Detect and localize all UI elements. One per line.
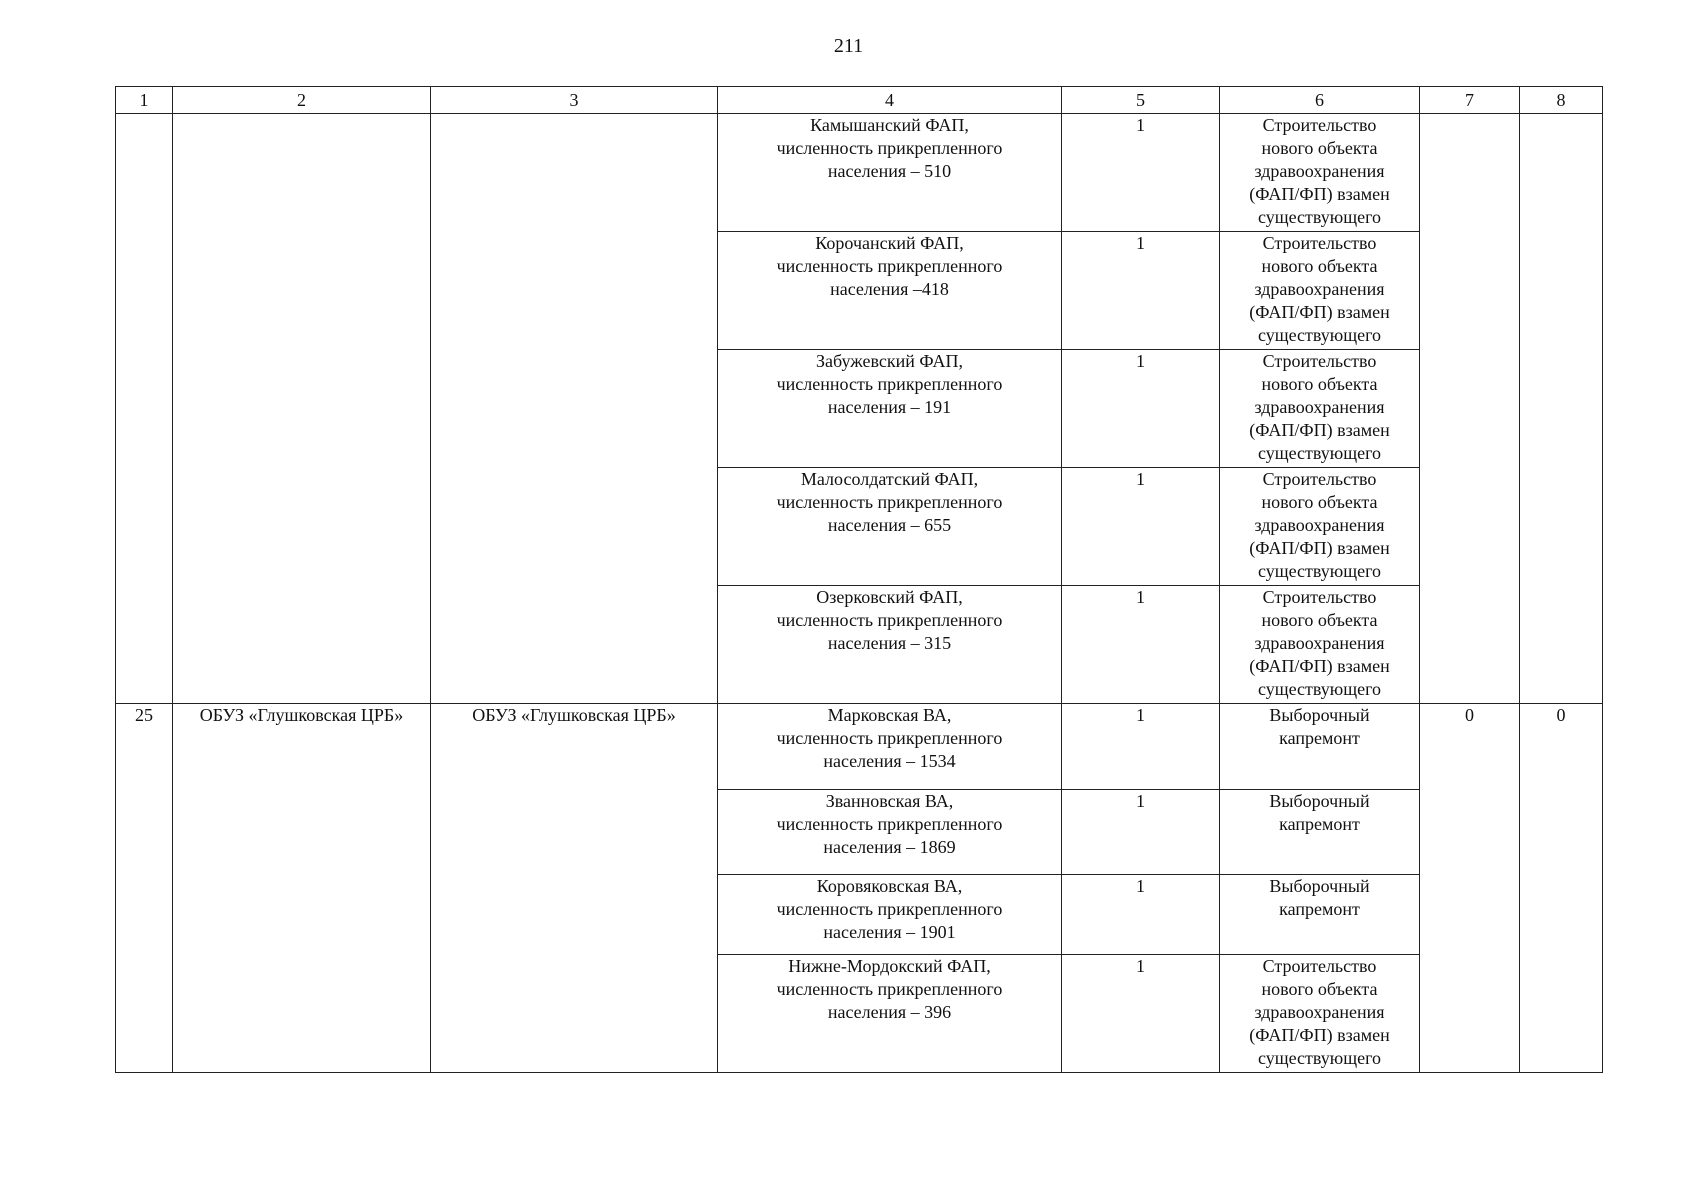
action-cell	[1220, 790, 1420, 875]
action-line: Строительство	[1262, 956, 1377, 976]
facility-name: Марковская ВА,	[827, 705, 952, 725]
action-line: существующего	[1257, 1048, 1382, 1068]
action-line: существующего	[1257, 443, 1382, 463]
action-line: (ФАП/ФП) взамен	[1249, 538, 1390, 558]
action-line: капремонт	[1279, 899, 1360, 919]
action-cell	[1220, 955, 1420, 1073]
facility-name: Званновская ВА,	[825, 791, 954, 811]
count-cell: 1	[1062, 232, 1220, 350]
facility-name: Корочанский ФАП,	[815, 233, 964, 253]
action-line: (ФАП/ФП) взамен	[1249, 656, 1390, 676]
action-line: Выборочный	[1269, 705, 1370, 725]
facility-name: Озерковский ФАП,	[816, 587, 963, 607]
action-line: здравоохранения	[1254, 161, 1385, 181]
facility-name: Малосолдатский ФАП,	[800, 469, 979, 489]
header-cell: 5	[1062, 87, 1220, 114]
action-cell	[1220, 350, 1420, 468]
action-line: существующего	[1257, 325, 1382, 345]
facility-name: Забужевский ФАП,	[816, 351, 963, 371]
facility-name: Коровяковская ВА,	[816, 876, 963, 896]
facility-line: численность прикрепленного	[776, 814, 1003, 834]
facility-population: населения – 396	[827, 1002, 952, 1022]
facility-population: населения – 1901	[823, 922, 956, 942]
count-cell: 1	[1062, 114, 1220, 232]
row-number-cell	[116, 114, 173, 704]
count-cell: 1	[1062, 875, 1220, 955]
header-row	[116, 87, 1603, 114]
recipient-cell: ОБУЗ «Глушковская ЦРБ»	[431, 704, 718, 1073]
facility-cell	[718, 955, 1062, 1073]
facility-line: численность прикрепленного	[776, 492, 1003, 512]
header-cell: 7	[1420, 87, 1520, 114]
organization-cell	[173, 114, 431, 704]
header-cell: 4	[718, 87, 1062, 114]
facility-line: численность прикрепленного	[776, 610, 1003, 630]
count-cell: 1	[1062, 586, 1220, 704]
facility-population: населения – 510	[827, 161, 952, 181]
facility-line: численность прикрепленного	[776, 899, 1003, 919]
col8-cell: 0	[1520, 704, 1603, 1073]
header-cell: 6	[1220, 87, 1420, 114]
action-line: Строительство	[1262, 587, 1377, 607]
action-cell	[1220, 114, 1420, 232]
action-line: (ФАП/ФП) взамен	[1249, 184, 1390, 204]
facility-cell	[718, 875, 1062, 955]
facility-line: численность прикрепленного	[776, 728, 1003, 748]
facility-cell	[718, 232, 1062, 350]
action-line: Строительство	[1262, 351, 1377, 371]
action-cell	[1220, 232, 1420, 350]
table-row	[116, 114, 1603, 232]
action-cell	[1220, 704, 1420, 790]
facility-line: численность прикрепленного	[776, 138, 1003, 158]
action-line: здравоохранения	[1254, 515, 1385, 535]
action-line: Строительство	[1262, 115, 1377, 135]
data-table	[115, 86, 1603, 1073]
facility-line: численность прикрепленного	[776, 374, 1003, 394]
facility-cell	[718, 114, 1062, 232]
organization-cell: ОБУЗ «Глушковская ЦРБ»	[173, 704, 431, 1073]
action-line: здравоохранения	[1254, 397, 1385, 417]
action-line: существующего	[1257, 679, 1382, 699]
action-cell	[1220, 468, 1420, 586]
header-cell: 1	[116, 87, 173, 114]
action-cell	[1220, 586, 1420, 704]
facility-population: населения – 315	[827, 633, 952, 653]
col8-cell	[1520, 114, 1603, 704]
facility-line: численность прикрепленного	[776, 256, 1003, 276]
count-cell: 1	[1062, 350, 1220, 468]
action-line: существующего	[1257, 561, 1382, 581]
facility-cell	[718, 586, 1062, 704]
header-cell: 8	[1520, 87, 1603, 114]
count-cell: 1	[1062, 468, 1220, 586]
count-cell: 1	[1062, 790, 1220, 875]
action-line: нового объекта	[1261, 492, 1378, 512]
col7-cell: 0	[1420, 704, 1520, 1073]
action-line: капремонт	[1279, 814, 1360, 834]
facility-cell	[718, 790, 1062, 875]
facility-line: численность прикрепленного	[776, 979, 1003, 999]
action-line: Выборочный	[1269, 876, 1370, 896]
facility-name: Нижне-Мордокский ФАП,	[788, 956, 991, 976]
facility-population: населения –418	[830, 279, 949, 299]
row-number-cell: 25	[116, 704, 173, 1073]
recipient-cell	[431, 114, 718, 704]
action-line: нового объекта	[1261, 979, 1378, 999]
table-row	[116, 704, 1603, 790]
action-line: (ФАП/ФП) взамен	[1249, 420, 1390, 440]
action-line: Строительство	[1262, 233, 1377, 253]
action-line: здравоохранения	[1254, 1002, 1385, 1022]
action-line: здравоохранения	[1254, 279, 1385, 299]
action-line: нового объекта	[1261, 610, 1378, 630]
action-line: нового объекта	[1261, 138, 1378, 158]
action-line: здравоохранения	[1254, 633, 1385, 653]
action-line: Строительство	[1262, 469, 1377, 489]
facility-cell	[718, 704, 1062, 790]
action-line: (ФАП/ФП) взамен	[1249, 1025, 1390, 1045]
facility-name: Камышанский ФАП,	[810, 115, 969, 135]
action-line: капремонт	[1279, 728, 1360, 748]
facility-cell	[718, 468, 1062, 586]
col7-cell	[1420, 114, 1520, 704]
count-cell: 1	[1062, 704, 1220, 790]
header-cell: 3	[431, 87, 718, 114]
facility-population: населения – 1534	[823, 751, 956, 771]
action-line: (ФАП/ФП) взамен	[1249, 302, 1390, 322]
facility-cell	[718, 350, 1062, 468]
action-line: нового объекта	[1261, 256, 1378, 276]
action-cell	[1220, 875, 1420, 955]
page-number: 211	[833, 35, 864, 57]
header-cell: 2	[173, 87, 431, 114]
action-line: нового объекта	[1261, 374, 1378, 394]
facility-population: населения – 1869	[823, 837, 956, 857]
count-cell: 1	[1062, 955, 1220, 1073]
action-line: существующего	[1257, 207, 1382, 227]
facility-population: населения – 191	[827, 397, 952, 417]
action-line: Выборочный	[1269, 791, 1370, 811]
facility-population: населения – 655	[827, 515, 952, 535]
